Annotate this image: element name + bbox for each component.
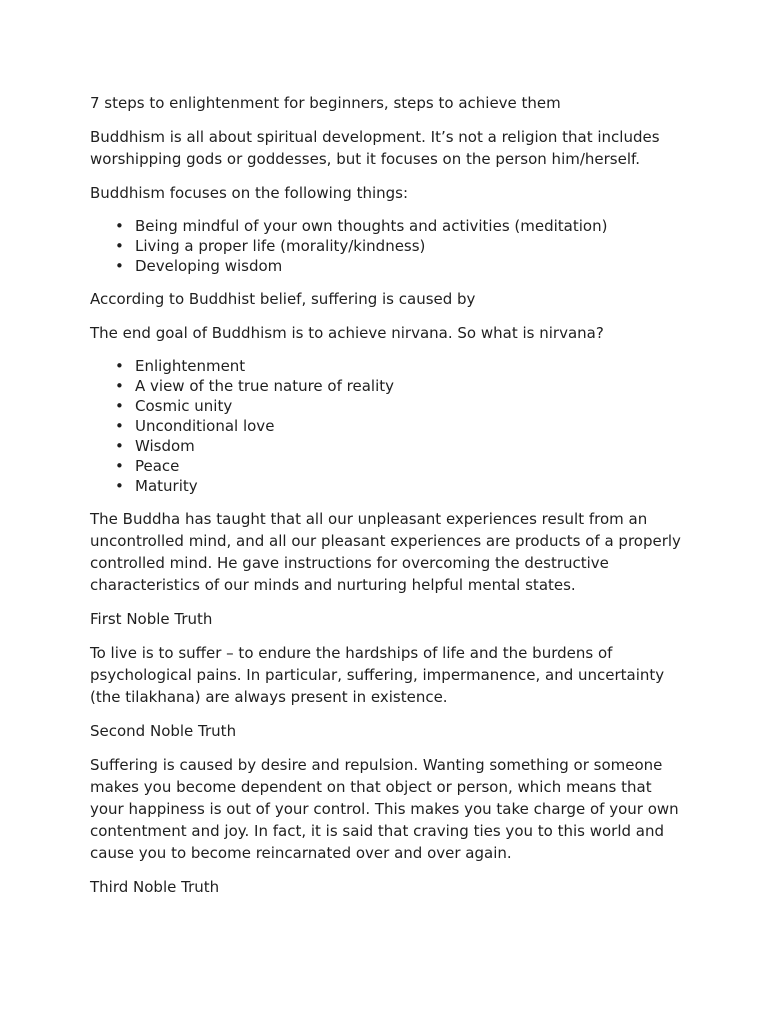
- list-item: • Developing wisdom: [135, 256, 690, 276]
- third-noble-truth-heading: Third Noble Truth: [90, 878, 220, 896]
- first-noble-truth-text: To live is to suffer – to endure the hardships of life and the burdens of psychological pains. In particular, suffering, impermanence, and uncertainty (the tilakhana) are always present in existence.: [90, 644, 665, 706]
- list-item: • A view of the true nature of reality: [135, 376, 690, 396]
- suffering-belief-paragraph: According to Buddhist belief, suffering is caused by: [90, 290, 476, 308]
- list-item: • Being mindful of your own thoughts and activities (meditation): [135, 216, 690, 236]
- list-item: • Enlightenment: [135, 356, 690, 376]
- nirvana-list: [90, 356, 690, 496]
- list-item: • Maturity: [135, 476, 690, 496]
- document-title: 7 steps to enlightenment for beginners, steps to achieve them: [90, 94, 561, 112]
- document-page: [90, 92, 690, 910]
- list-item: • Peace: [135, 456, 690, 476]
- nirvana-question-paragraph: The end goal of Buddhism is to achieve nirvana. So what is nirvana?: [90, 324, 604, 342]
- list-item: • Living a proper life (morality/kindness): [135, 236, 690, 256]
- list-item: • Cosmic unity: [135, 396, 690, 416]
- second-noble-truth-text: Suffering is caused by desire and repulsion. Wanting something or someone makes you become dependent on that object or person, which means that your happiness is out of your control. This makes you take charge of your own contentment and joy. In fact, it is said that craving ties you to this world and cause you to become reincarnated over and over again.: [90, 756, 679, 862]
- buddha-paragraph: The Buddha has taught that all our unpleasant experiences result from an uncontrolled mind, and all our pleasant experiences are products of a properly controlled mind. He gave instructions for overcoming the destructive characteristics of our minds and nurturing helpful mental states.: [90, 510, 681, 594]
- second-noble-truth-heading: Second Noble Truth: [90, 722, 237, 740]
- first-noble-truth-heading: First Noble Truth: [90, 610, 213, 628]
- list-item: • Unconditional love: [135, 416, 690, 436]
- focus-heading: Buddhism focuses on the following things:: [90, 184, 409, 202]
- intro-paragraph: Buddhism is all about spiritual development. It’s not a religion that includes worshipping gods or goddesses, but it focuses on the person him/herself.: [90, 128, 660, 168]
- focus-list: [90, 216, 690, 276]
- list-item: • Wisdom: [135, 436, 690, 456]
